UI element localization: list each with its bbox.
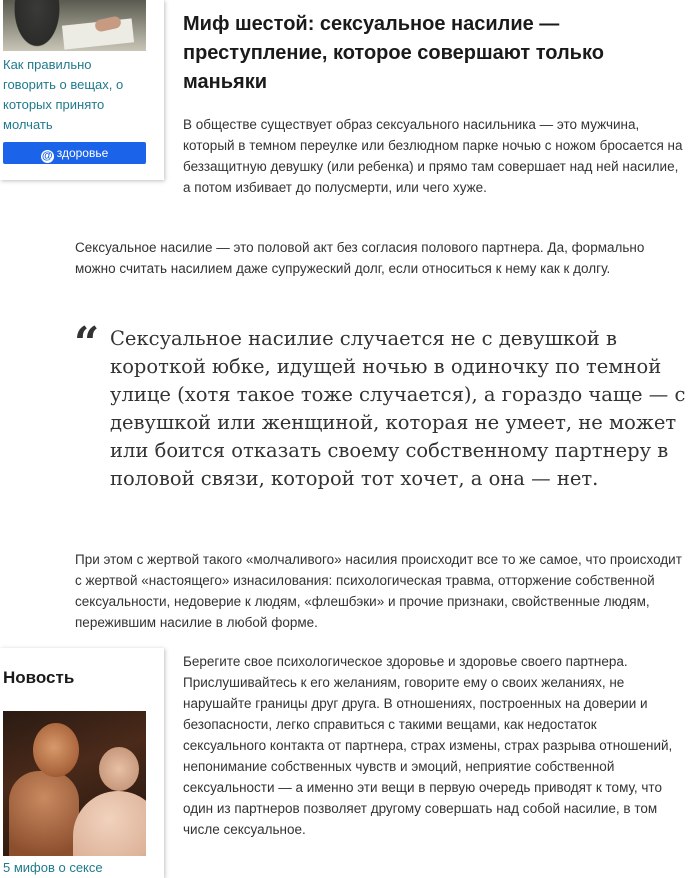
pull-quote: Сексуальное насилие случается не с девушкой в короткой юбке, идущей ночью в одиночку по темной улице (хотя такое тоже случается), а гораздо чаще — с девушкой или женщиной, которая не умеет, не может или боится отказать своему собственному партнеру в половой связи, которой тот хочет, а она — нет.: [110, 327, 686, 490]
news-thumbnail[interactable]: [3, 711, 146, 856]
article-paragraph: [75, 114, 687, 198]
quote-mark-icon: “: [74, 318, 100, 369]
news-link[interactable]: 5 мифов о сексе: [3, 860, 103, 875]
news-card[interactable]: [0, 648, 164, 878]
article-paragraph: При этом с жертвой такого «молчаливого» насилия происходит все то же самое, что происходит с жертвой «настоящего» изнасилования: психологическая травма, отторжение собственной сексуальности, недоверие к людям, «флешбэки» и прочие признаки, свойственные людям, пережившим насилие в любой форме.: [75, 552, 682, 630]
at-icon: @: [41, 150, 53, 162]
tag-label: здоровье: [56, 146, 109, 160]
paragraph-text: В обществе существует образ сексуального насильника — это мужчина, который в темном переулке или безлюдном парке ночью с ножом бросается на беззащитную девушку (или ребенка) и прямо там совершает над ней насилие, а потом избивает до полусмерти, или чего хуже.: [183, 117, 683, 195]
related-article-thumbnail[interactable]: [3, 0, 146, 51]
article-paragraph: Сексуальное насилие — это половой акт без согласия полового партнера. Да, формально можно считать насилием даже супружеский долг, если относиться к нему как к долгу.: [75, 240, 645, 276]
section-heading: Миф шестой: сексуальное насилие — преступление, которое совершают только маньяки: [183, 13, 604, 93]
news-heading: Новость: [3, 668, 75, 687]
related-article-link[interactable]: Как правильно говорить о вещах, о которых принято молчать: [3, 57, 124, 132]
article-paragraph: Берегите свое психологическое здоровье и здоровье своего партнера. Прислушивайтесь к его желаниям, говорите ему о своих желаниях, не нарушайте границы друг друга. В отношениях, построенных на доверии и безопасности, легко справиться с такими вещами, как недостаток сексуального контакта от партнера, страх измены, страх разрыва отношений, непонимание собственных чувств и эмоций, неприятие собственной сексуальности — а именно эти вещи в первую очередь приводят к тому, что один из партнеров позволяет другому совершать над собой насилие, в том числе сексуальное.: [183, 654, 673, 837]
